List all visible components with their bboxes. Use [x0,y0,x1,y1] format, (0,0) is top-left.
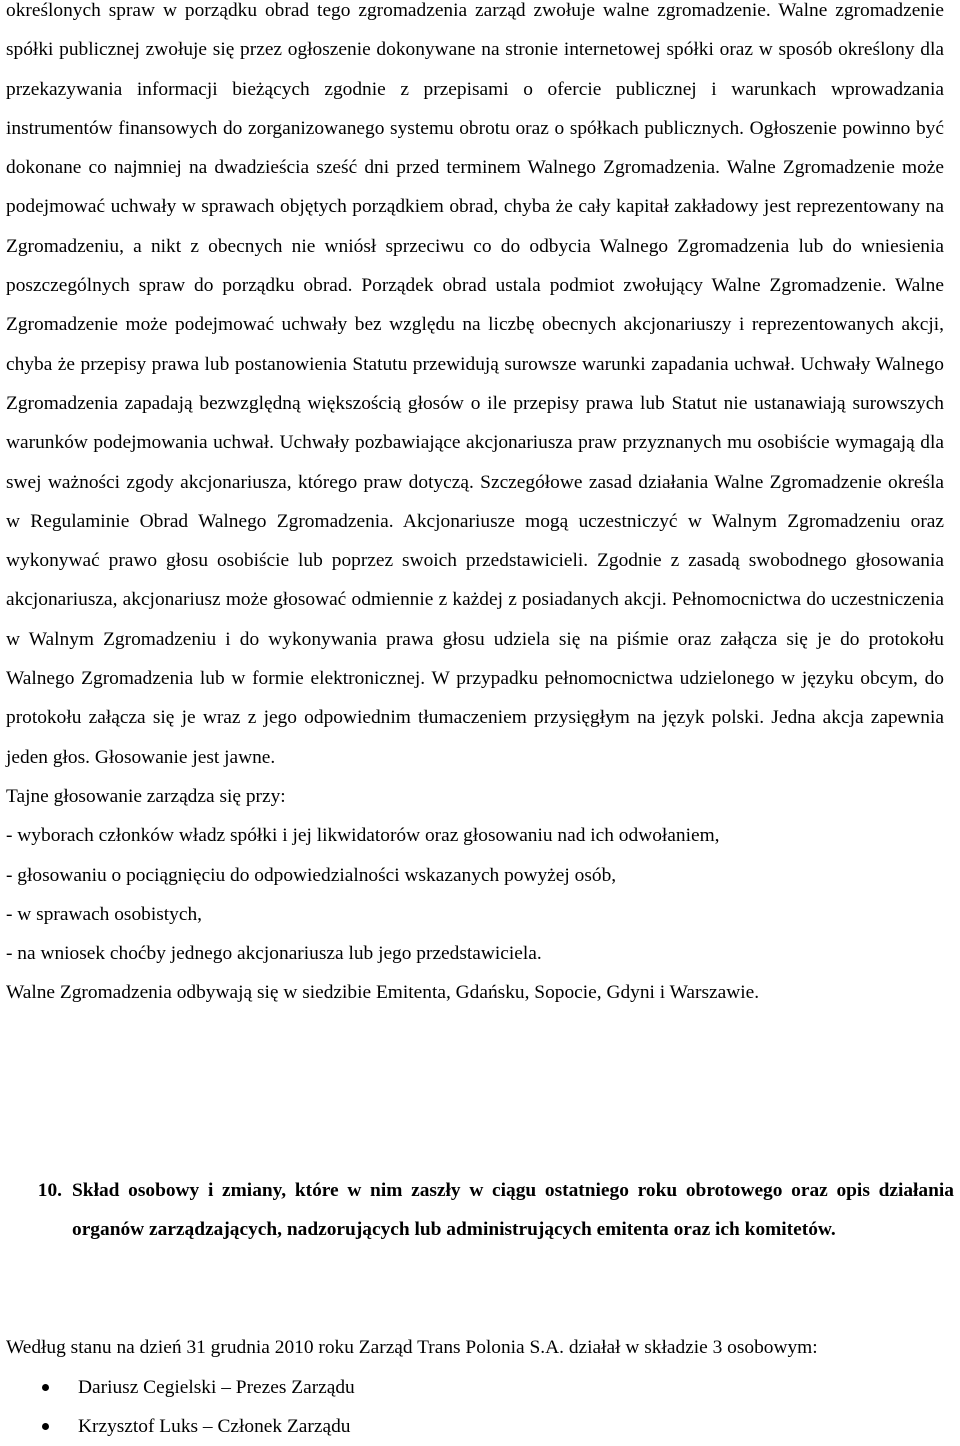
list-item [0,1368,954,1407]
secret-vote-item: - na wniosek choćby jednego akcjonariusza lub jego przedstawiciela. [6,943,542,965]
bullet-icon [0,1368,78,1407]
section-heading-row [0,1171,954,1249]
secret-vote-item: - wyborach członków władz spółki i jej likwidatorów oraz głosowaniu nad ich odwołaniem, [6,825,720,847]
section-number: 10. [37,1180,62,1201]
secret-vote-intro: Tajne głosowanie zarządza się przy: [6,785,286,807]
meeting-location-line: Walne Zgromadzenia odbywają się w siedzibie Emitenta, Gdańsku, Sopocie, Gdyni i Warszawie. [6,982,760,1004]
governance-paragraph: określonych spraw w porządku obrad tego zgromadzenia zarząd zwołuje walne zgromadzenie. Walne zgromadzenie spółki publicznej zwołuje się przez ogłoszenie dokonywane na stronie internetowej spółki oraz w sposób określony dla przekazywania informacji bieżących zgodnie z przepisami o ofercie publicznej i warunkach wprowadzania instrumentów finansowych do zorganizowanego systemu obrotu oraz o spółkach publicznych. Ogłoszenie powinno być dokonane co najmniej na dwadzieścia sześć dni przed terminem Walnego Zgromadzenia. Walne Zgromadzenie może podejmować uchwały w sprawach objętych porządkiem obrad, chyba że cały kapitał zakładowy jest reprezentowany na Zgromadzeniu, a nikt z obecnych nie wniósł sprzeciwu co do odbycia Walnego Zgromadzenia lub do wniesienia poszczególnych spraw do porządku obrad. Porządek obrad ustala podmiot zwołujący Walne Zgromadzenie. Walne Zgromadzenie może podejmować uchwały bez względu na liczbę obecnych akcjonariuszy i reprezentowanych akcji, chyba że przepisy prawa lub postanowienia Statutu przewidują surowsze warunki zapadania uchwał. Uchwały Walnego Zgromadzenia zapadają bezwzględną większością głosów o ile przepisy prawa lub Statut nie ustanawiają surowszych warunków podejmowania uchwał. Uchwały pozbawiające akcjonariusza praw przyznanych mu osobiście wymagają dla swej ważności zgody akcjonariusza, którego praw dotyczą. Szczegółowe zasad działania Walne Zgromadzenie określa w Regulaminie Obrad Walnego Zgromadzenia. Akcjonariusze mogą uczestniczyć w Walnym Zgromadzeniu oraz wykonywać prawo głosu osobiście lub poprzez swoich przedstawicieli. Zgodnie z zasadą swobodnego głosowania akcjonariusza, akcjonariusz może głosować odmiennie z każdej z posiadanych akcji. Pełnomocnictwa do uczestniczenia w Walnym Zgromadzeniu i do wykonywania prawa głosu udziela się na piśmie oraz załącza się je do protokołu Walnego Zgromadzenia lub w formie elektronicznej. W przypadku pełnomocnictwa udzielonego w języku obcym, do protokołu załącza się je wraz z jego odpowiednim tłumaczeniem przysięgłym na język polski. Jedna akcja zapewnia jeden głos. Głosowanie jest jawne. [6,0,944,768]
list-item [0,1407,954,1446]
bullet-icon [0,1407,78,1446]
board-composition-intro: Według stanu na dzień 31 grudnia 2010 roku Zarząd Trans Polonia S.A. działał w składzie 3 osobowym: [6,1337,818,1358]
document-body [6,0,944,1013]
secret-vote-item: - w sprawach osobistych, [6,903,203,925]
board-member-name: Dariusz Cegielski – Prezes Zarządu [78,1377,355,1398]
section-title: Skład osobowy i zmiany, które w nim zaszły w ciągu ostatniego roku obrotowego oraz opis działania organów zarządzających, nadzorujących lub administrujących emitenta oraz ich komitetów. [72,1180,954,1240]
board-member-name: Krzysztof Luks – Członek Zarządu [78,1416,351,1437]
board-member-list [0,1368,954,1446]
section-10-heading [0,1171,954,1249]
secret-vote-item: - głosowaniu o pociągnięciu do odpowiedzialności wskazanych powyżej osób, [6,864,617,886]
